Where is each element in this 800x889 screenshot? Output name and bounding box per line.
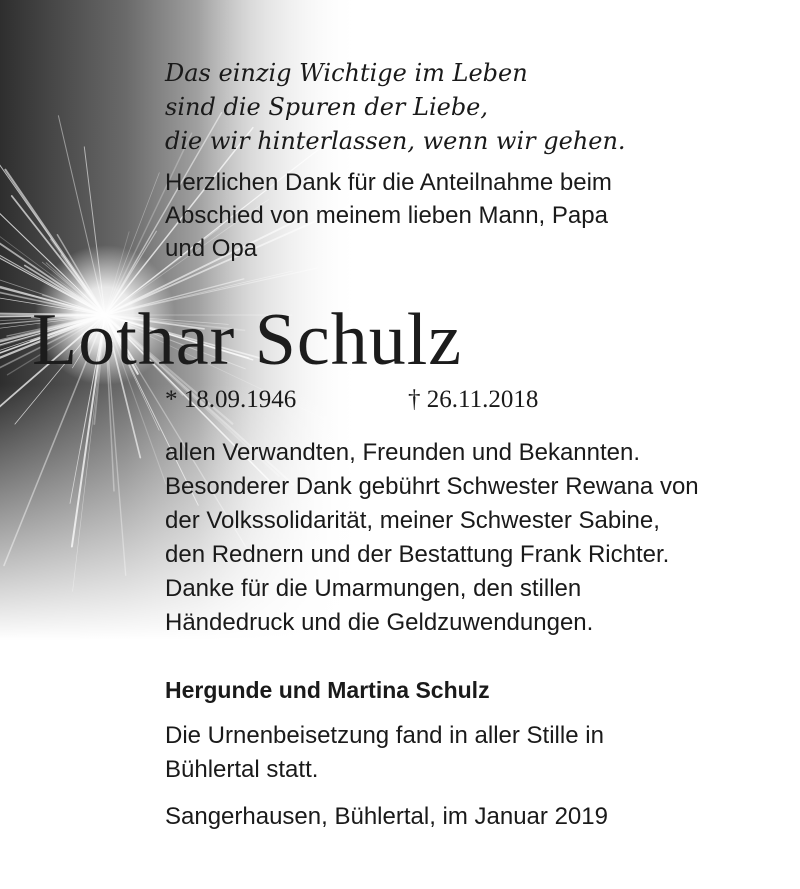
body-line: der Volkssolidarität, meiner Schwester Sabine, xyxy=(165,507,660,534)
body-line: den Rednern und der Bestattung Frank Richter. xyxy=(165,541,670,568)
deceased-name: Lothar Schulz xyxy=(32,299,463,381)
thanks-line: Herzlichen Dank für die Anteilnahme beim xyxy=(165,169,612,196)
urn-line: Die Urnenbeisetzung fand in aller Stille in xyxy=(165,722,604,749)
thanks-line: und Opa xyxy=(165,235,258,262)
body-line: Besonderer Dank gebührt Schwester Rewana von xyxy=(165,473,699,500)
place-and-date: Sangerhausen, Bühlertal, im Januar 2019 xyxy=(165,803,608,830)
body-line: Händedruck und die Geldzuwendungen. xyxy=(165,609,594,636)
birth-date: * 18.09.1946 xyxy=(165,386,297,413)
memorial-quote xyxy=(165,56,626,158)
death-date: † 26.11.2018 xyxy=(408,386,539,413)
thanks-body xyxy=(165,436,699,640)
quote-line: sind die Spuren der Liebe, xyxy=(165,93,489,121)
body-line: allen Verwandten, Freunden und Bekannten. xyxy=(165,439,641,466)
quote-line: die wir hinterlassen, wenn wir gehen. xyxy=(165,127,626,155)
urn-burial-note xyxy=(165,719,604,787)
thanks-line: Abschied von meinem lieben Mann, Papa xyxy=(165,202,608,229)
mourners-signature: Hergunde und Martina Schulz xyxy=(165,677,490,703)
body-line: Danke für die Umarmungen, den stillen xyxy=(165,575,582,602)
urn-line: Bühlertal statt. xyxy=(165,756,319,783)
life-dates xyxy=(165,383,539,417)
thanks-intro xyxy=(165,166,612,265)
quote-line: Das einzig Wichtige im Leben xyxy=(165,59,528,87)
